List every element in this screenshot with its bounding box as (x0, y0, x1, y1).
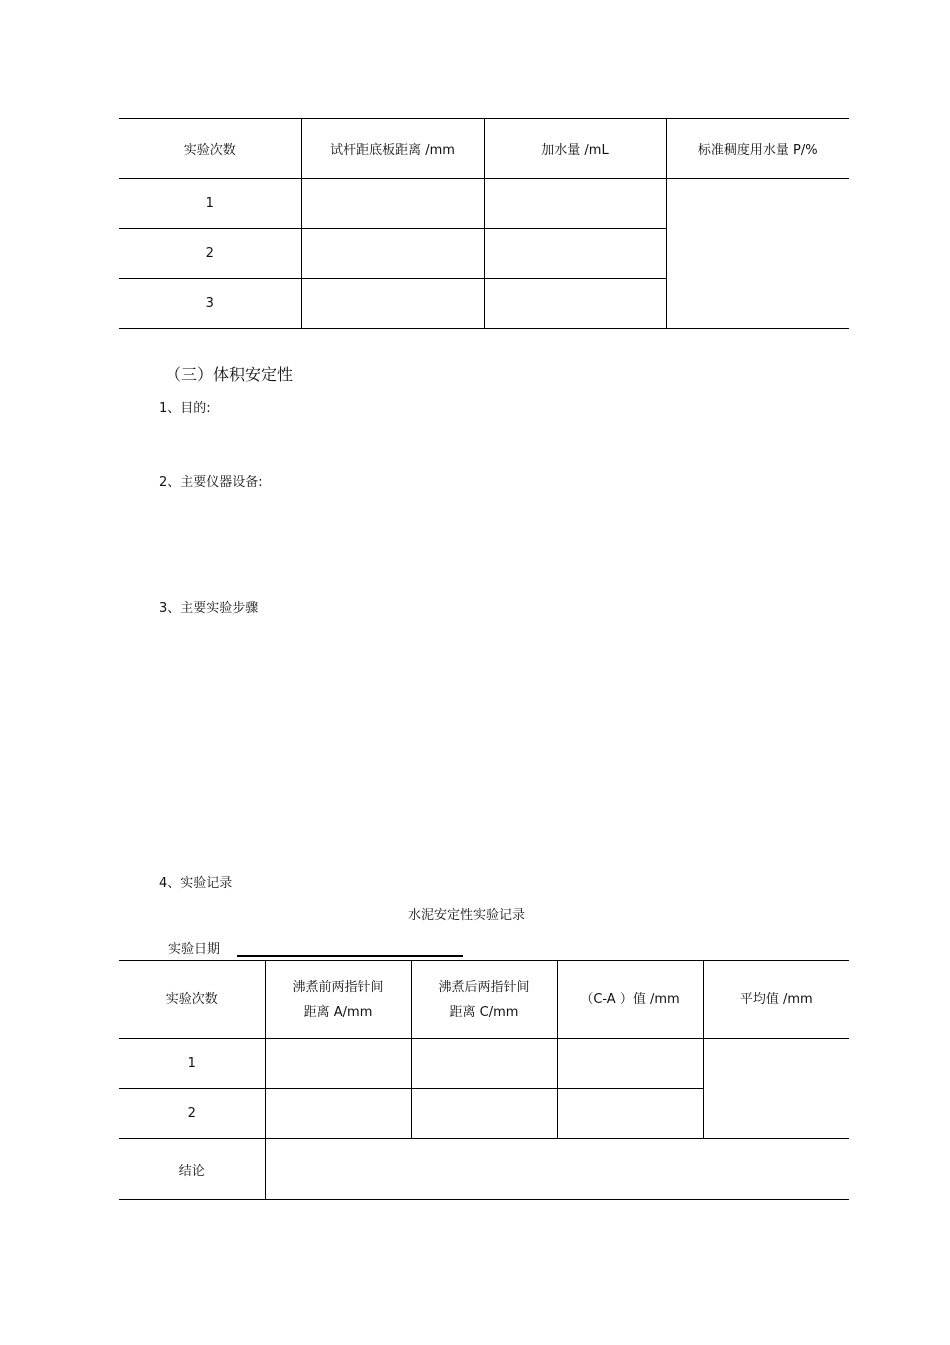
consistency-record-table (119, 118, 849, 329)
trial-index: 3 (119, 279, 301, 329)
header-trial-count: 实验次数 (119, 961, 265, 1039)
header-line: 距离 A/mm (303, 1004, 373, 1020)
item-steps: 3、主要实验步骤 (159, 601, 259, 616)
distance-before-cell[interactable] (265, 1039, 411, 1089)
table-header-row (119, 961, 849, 1039)
header-water-added: 加水量 /mL (484, 119, 666, 179)
rod-distance-cell[interactable] (301, 279, 484, 329)
distance-before-cell[interactable] (265, 1089, 411, 1139)
rod-distance-cell[interactable] (301, 229, 484, 279)
water-added-cell[interactable] (484, 229, 666, 279)
header-rod-distance: 试杆距底板距离 /mm (301, 119, 484, 179)
item-record: 4、实验记录 (159, 876, 233, 891)
item-equipment: 2、主要仪器设备: (159, 475, 263, 490)
conclusion-row (119, 1139, 849, 1200)
header-distance-after (411, 961, 557, 1039)
conclusion-cell[interactable] (265, 1139, 849, 1200)
header-line: 沸煮前两指针间 (292, 979, 384, 995)
soundness-record-table (119, 960, 849, 1200)
header-trial-count: 实验次数 (119, 119, 301, 179)
section-title: （三）体积安定性 (165, 365, 294, 384)
water-added-cell[interactable] (484, 179, 666, 229)
trial-index: 2 (119, 229, 301, 279)
difference-cell[interactable] (557, 1089, 703, 1139)
item-purpose: 1、目的: (159, 401, 211, 416)
difference-cell[interactable] (557, 1039, 703, 1089)
water-added-cell[interactable] (484, 279, 666, 329)
table-row (119, 1039, 849, 1089)
trial-index: 2 (119, 1089, 265, 1139)
trial-index: 1 (119, 179, 301, 229)
table-caption: 水泥安定性实验记录 (408, 908, 526, 923)
header-standard-water: 标准稠度用水量 P/% (666, 119, 849, 179)
average-cell[interactable] (703, 1039, 849, 1139)
header-distance-before (265, 961, 411, 1039)
date-label: 实验日期 (168, 942, 221, 957)
rod-distance-cell[interactable] (301, 179, 484, 229)
distance-after-cell[interactable] (411, 1089, 557, 1139)
trial-index: 1 (119, 1039, 265, 1089)
date-input-line[interactable] (237, 955, 463, 957)
header-line: 沸煮后两指针间 (438, 979, 530, 995)
header-difference: （C-A ）值 /mm (557, 961, 703, 1039)
distance-after-cell[interactable] (411, 1039, 557, 1089)
header-line: 距离 C/mm (449, 1004, 519, 1020)
table-row (119, 179, 849, 229)
standard-water-cell[interactable] (666, 179, 849, 329)
header-average: 平均值 /mm (703, 961, 849, 1039)
conclusion-label: 结论 (119, 1139, 265, 1200)
table-header-row (119, 119, 849, 179)
